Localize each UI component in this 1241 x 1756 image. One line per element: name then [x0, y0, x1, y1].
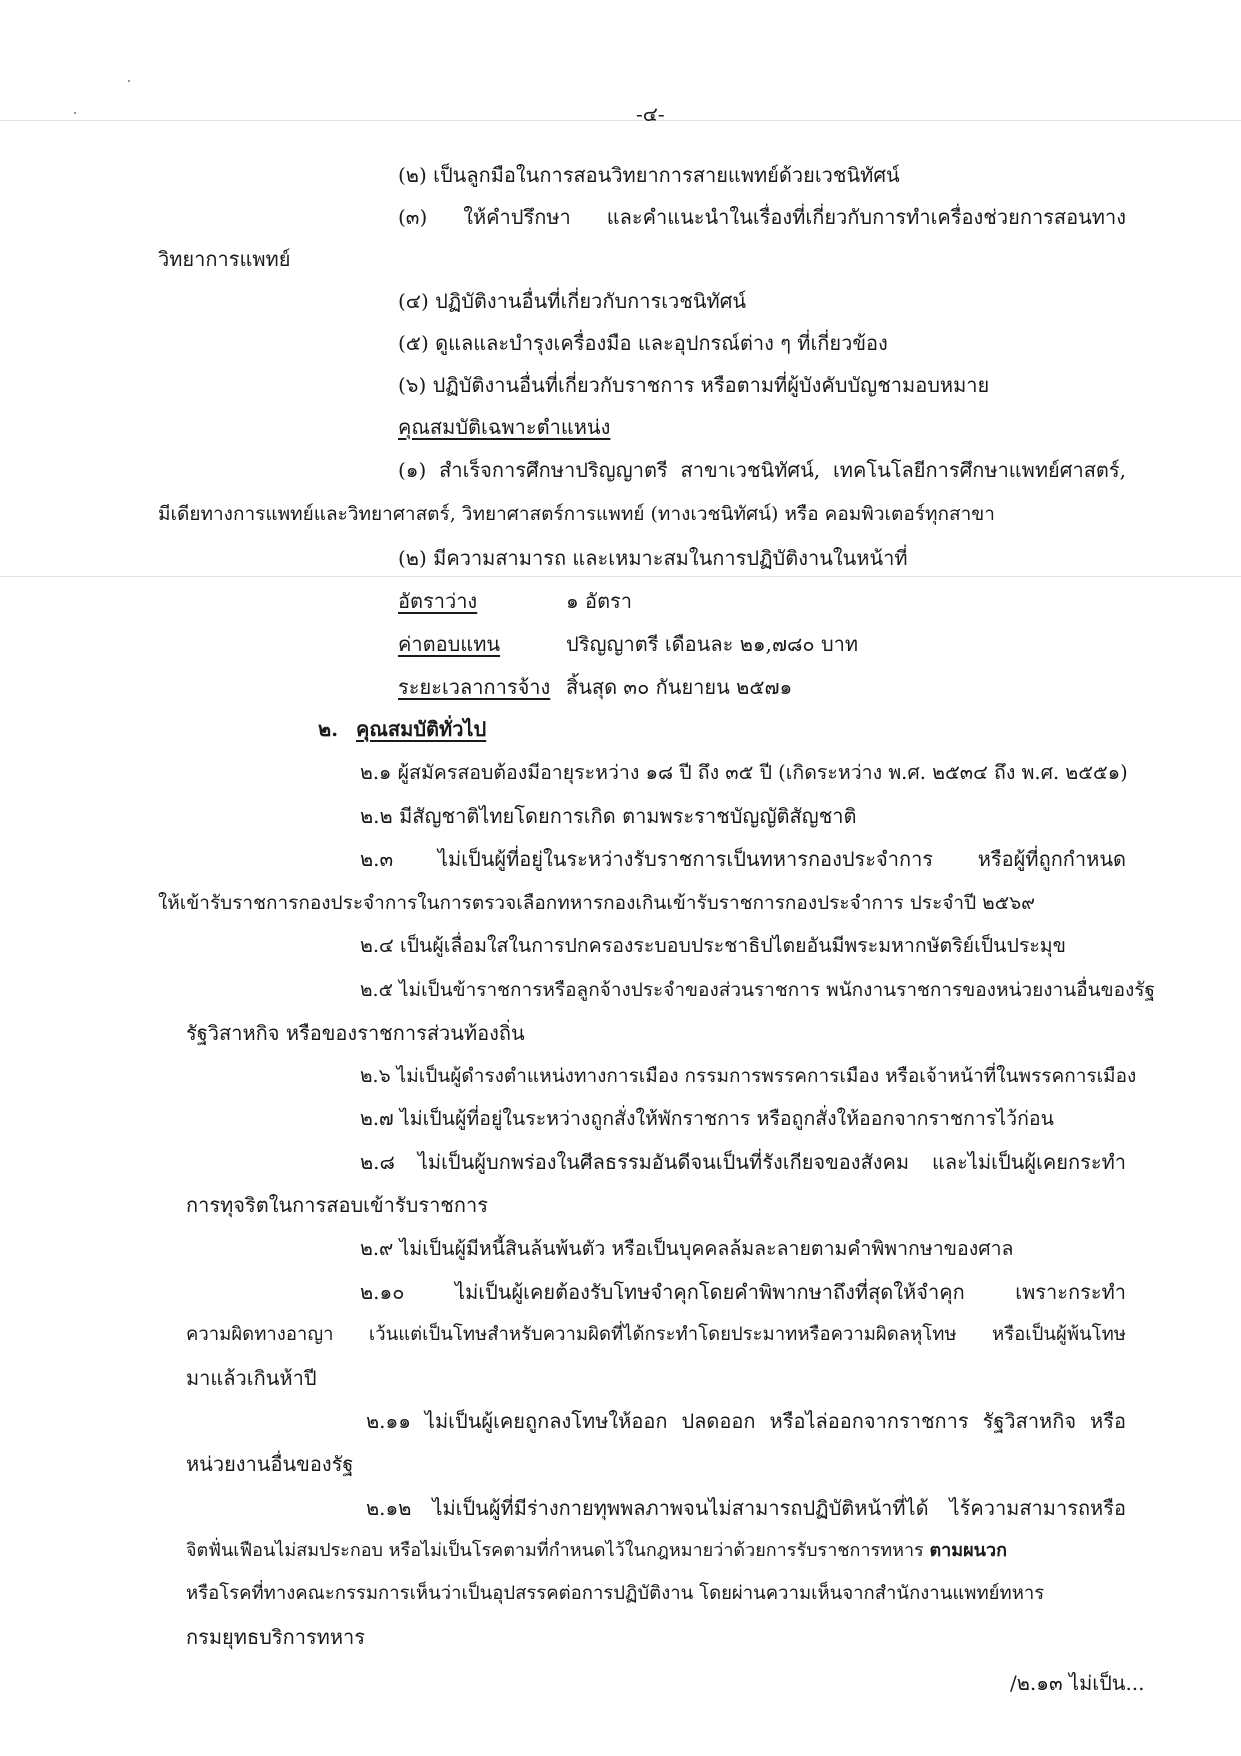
- duty-line: (๔) ปฏิบัติงานอื่นที่เกี่ยวกับการเวชนิทัศน์: [398, 289, 747, 313]
- general-item: ๒.๒ มีสัญชาติไทยโดยการเกิด ตามพระราชบัญญัติสัญชาติ: [360, 804, 857, 828]
- general-item-text: จิตฟั่นเฟือนไม่สมประกอบ หรือไม่เป็นโรคตามที่กำหนดไว้ในกฎหมายว่าด้วยการรับราชการทหาร: [186, 1540, 924, 1561]
- continuation-marker: /๒.๑๓ ไม่เป็น...: [1010, 1671, 1145, 1695]
- scan-line-top: [0, 120, 1241, 121]
- vacancy-label: อัตราว่าง: [398, 589, 478, 613]
- duty-line: (๖) ปฏิบัติงานอื่นที่เกี่ยวกับราชการ หรือตามที่ผู้บังคับบัญชามอบหมาย: [398, 373, 990, 397]
- general-item-cont: การทุจริตในการสอบเข้ารับราชการ: [186, 1193, 488, 1217]
- section-number: ๒.: [318, 717, 339, 741]
- duty-line-cont: วิทยาการแพทย์: [158, 247, 291, 271]
- pay-value: ปริญญาตรี เดือนละ ๒๑,๗๘๐ บาท: [566, 632, 859, 656]
- general-item: ๒.๗ ไม่เป็นผู้ที่อยู่ในระหว่างถูกสั่งให้พักราชการ หรือถูกสั่งให้ออกจากราชการไว้ก่อน: [360, 1107, 1054, 1130]
- general-item: ๒.๑๐ ไม่เป็นผู้เคยต้องรับโทษจำคุกโดยคำพิพากษาถึงที่สุดให้จำคุก เพราะกระทำ: [360, 1280, 1126, 1304]
- general-item-cont: กรมยุทธบริการทหาร: [186, 1625, 366, 1649]
- general-item-cont: ให้เข้ารับราชการกองประจำการในการตรวจเลือกทหารกองเกินเข้ารับราชการกองประจำการ ประจำปี ๒๕๖๙: [158, 892, 1036, 914]
- term-label: ระยะเวลาการจ้าง: [398, 675, 551, 699]
- general-item: ๒.๕ ไม่เป็นข้าราชการหรือลูกจ้างประจำของส่วนราชการ พนักงานราชการของหน่วยงานอื่นของรัฐ: [360, 979, 1155, 1001]
- general-item-emphasis: ตามผนวก: [929, 1540, 1007, 1561]
- general-item-cont: หน่วยงานอื่นของรัฐ: [186, 1452, 354, 1476]
- section-heading-general-qualifications: คุณสมบัติทั่วไป: [356, 717, 487, 741]
- qualification-line-cont: มีเดียทางการแพทย์และวิทยาศาสตร์, วิทยาศาสตร์การแพทย์ (ทางเวชนิทัศน์) หรือ คอมพิวเตอร์ทุกสาขา: [158, 503, 995, 525]
- duty-line: (๓) ให้คำปรึกษา และคำแนะนำในเรื่องที่เกี่ยวกับการทำเครื่องช่วยการสอนทาง: [398, 205, 1126, 229]
- duty-line: (๒) เป็นลูกมือในการสอนวิทยาการสายแพทย์ด้วยเวชนิทัศน์: [398, 163, 900, 187]
- vacancy-value: ๑ อัตรา: [566, 589, 633, 613]
- qualification-line: (๒) มีความสามารถ และเหมาะสมในการปฏิบัติงานในหน้าที่: [398, 546, 908, 570]
- general-item: ๒.๓ ไม่เป็นผู้ที่อยู่ในระหว่างรับราชการเป็นทหารกองประจำการ หรือผู้ที่ถูกกำหนด: [360, 847, 1126, 871]
- general-item: ๒.๑๑ ไม่เป็นผู้เคยถูกลงโทษให้ออก ปลดออก หรือไล่ออกจากราชการ รัฐวิสาหกิจ หรือ: [366, 1409, 1126, 1433]
- duty-line: (๕) ดูแลและบำรุงเครื่องมือ และอุปกรณ์ต่าง ๆ ที่เกี่ยวข้อง: [398, 331, 888, 355]
- general-item: ๒.๑ ผู้สมัครสอบต้องมีอายุระหว่าง ๑๘ ปี ถึง ๓๕ ปี (เกิดระหว่าง พ.ศ. ๒๕๓๔ ถึง พ.ศ. ๒๕๕๑): [360, 761, 1128, 784]
- scan-speck: [74, 112, 76, 114]
- section-heading-specific-qualifications: คุณสมบัติเฉพาะตำแหน่ง: [398, 415, 611, 439]
- general-item-cont: มาแล้วเกินห้าปี: [186, 1366, 317, 1390]
- general-item: ๒.๑๒ ไม่เป็นผู้ที่มีร่างกายทุพพลภาพจนไม่สามารถปฏิบัติหน้าที่ได้ ไร้ความสามารถหรือ: [366, 1496, 1126, 1520]
- page-number: -๔-: [636, 102, 665, 126]
- general-item: ๒.๖ ไม่เป็นผู้ดำรงตำแหน่งทางการเมือง กรรมการพรรคการเมือง หรือเจ้าหน้าที่ในพรรคการเมือง: [360, 1065, 1137, 1087]
- scan-line-mid: [0, 576, 1241, 577]
- qualification-line: (๑) สำเร็จการศึกษาปริญญาตรี สาขาเวชนิทัศน์, เทคโนโลยีการศึกษาแพทย์ศาสตร์,: [398, 458, 1126, 482]
- general-item-cont: ความผิดทางอาญา เว้นแต่เป็นโทษสำหรับความผิดที่ได้กระทำโดยประมาทหรือความผิดลหุโทษ หรือเป็นผู้พ้นโทษ: [186, 1324, 1126, 1345]
- general-item: ๒.๙ ไม่เป็นผู้มีหนี้สินล้นพ้นตัว หรือเป็นบุคคลล้มละลายตามคำพิพากษาของศาล: [360, 1237, 1014, 1260]
- general-item: ๒.๘ ไม่เป็นผู้บกพร่องในศีลธรรมอันดีจนเป็นที่รังเกียจของสังคม และไม่เป็นผู้เคยกระทำ: [360, 1150, 1126, 1174]
- term-value: สิ้นสุด ๓๐ กันยายน ๒๕๗๑: [566, 675, 793, 699]
- pay-label: ค่าตอบแทน: [398, 632, 501, 656]
- scan-speck: [128, 80, 130, 82]
- general-item: ๒.๔ เป็นผู้เลื่อมใสในการปกครองระบอบประชาธิปไตยอันมีพระมหากษัตริย์เป็นประมุข: [360, 934, 1066, 957]
- general-item-cont: รัฐวิสาหกิจ หรือของราชการส่วนท้องถิ่น: [186, 1021, 525, 1045]
- general-item-cont: [186, 1538, 1007, 1564]
- general-item-cont: หรือโรคที่ทางคณะกรรมการเห็นว่าเป็นอุปสรรคต่อการปฏิบัติงาน โดยผ่านความเห็นจากสำนักงานแพทย์ทหาร: [186, 1583, 1045, 1604]
